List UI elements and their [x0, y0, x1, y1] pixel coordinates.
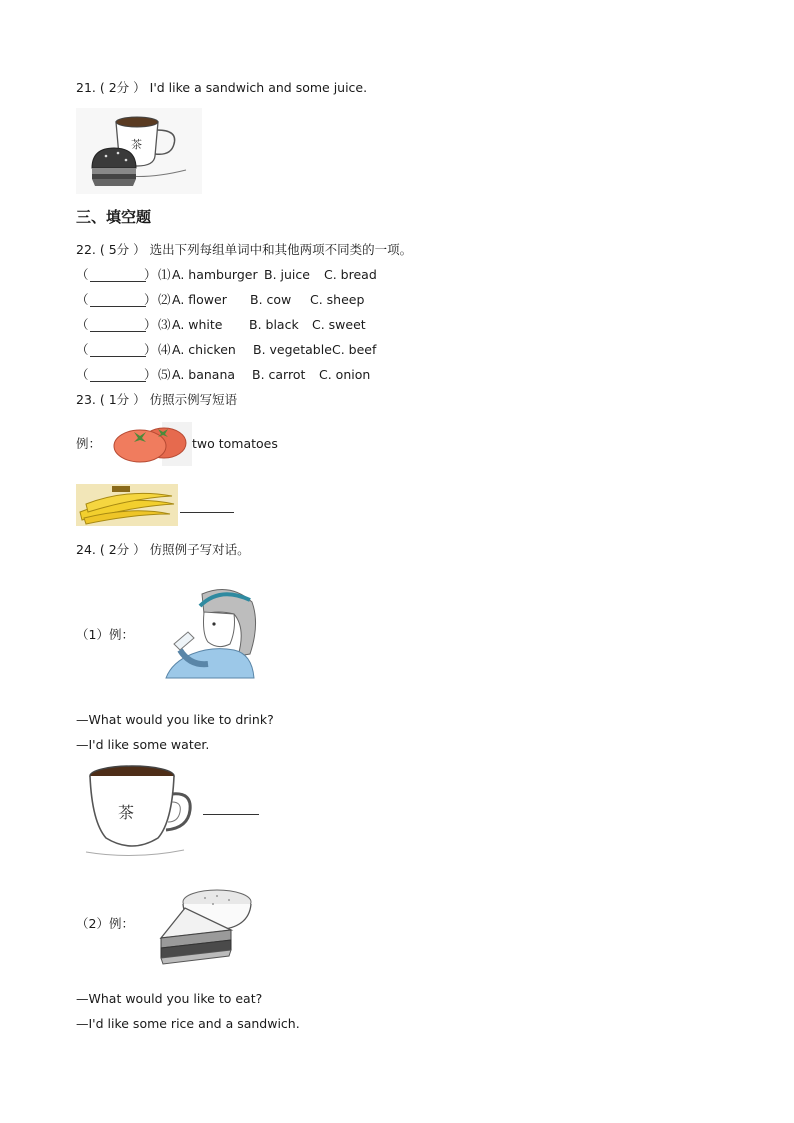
example-answer: two tomatoes: [192, 436, 278, 451]
item-number: ⑷: [158, 342, 171, 357]
question-instruction: 选出下列每组单词中和其他两项不同类的一项。: [149, 242, 413, 257]
item-number: ⑵: [158, 292, 171, 307]
item-number: ⑶: [158, 317, 171, 332]
girl-drinking-image: [160, 584, 260, 682]
question-number: 22.: [76, 242, 96, 257]
rice-and-sandwich-image: [155, 886, 255, 972]
tea-and-hamburger-image: [76, 108, 202, 194]
question-instruction: 仿照示例写短语: [149, 392, 238, 407]
cup-character: 茶: [118, 803, 135, 822]
example-label: 例：: [76, 436, 102, 451]
paren-open: （: [76, 267, 89, 282]
question-score: ( 1分 ）: [99, 392, 146, 407]
question-instruction: 仿照例子写对话。: [149, 542, 250, 557]
answer-blank[interactable]: [90, 317, 146, 332]
paren-open: （: [76, 342, 89, 357]
section-title: 三、填空题: [76, 208, 152, 226]
paren-open: （: [76, 317, 89, 332]
question-score: ( 5分 ）: [99, 242, 146, 257]
option-c: C. bread: [324, 267, 377, 282]
question-number: 24.: [76, 542, 96, 557]
answer-blank[interactable]: [90, 292, 146, 307]
tea-cup-image: [84, 762, 194, 858]
paren-close: ）: [144, 292, 157, 307]
part-label: （1）例：: [76, 627, 134, 642]
option-c: C. sheep: [310, 292, 365, 307]
question-text: I'd like a sandwich and some juice.: [149, 80, 368, 95]
item-number: ⑸: [158, 367, 171, 382]
paren-close: ）: [144, 367, 157, 382]
cup-character: 茶: [131, 138, 142, 151]
option-b: B. cow: [250, 292, 292, 307]
option-b: B. juice: [264, 267, 310, 282]
answer-blank[interactable]: [203, 802, 259, 815]
option-c: C. beef: [332, 342, 377, 357]
tomatoes-image: [110, 422, 192, 466]
answer-blank[interactable]: [180, 500, 234, 513]
q22-line: [76, 242, 412, 258]
dialog-answer: —I'd like some rice and a sandwich.: [76, 1016, 300, 1031]
q23-line: [76, 392, 237, 408]
option-a: A. white: [172, 317, 223, 332]
q21-line: [76, 80, 367, 96]
option-c: C. sweet: [312, 317, 366, 332]
answer-blank[interactable]: [90, 367, 146, 382]
option-a: A. flower: [172, 292, 227, 307]
paren-close: ）: [144, 267, 157, 282]
part-label: （2）例：: [76, 916, 134, 931]
question-number: 21.: [76, 80, 96, 95]
question-score: ( 2分 ）: [99, 542, 146, 557]
option-c: C. onion: [319, 367, 371, 382]
paren-close: ）: [144, 342, 157, 357]
dialog-answer: —I'd like some water.: [76, 737, 210, 752]
dialog-question: —What would you like to drink?: [76, 712, 274, 727]
answer-blank[interactable]: [90, 267, 146, 282]
q24-line: [76, 542, 250, 558]
option-a: A. banana: [172, 367, 236, 382]
option-b: B. vegetable: [253, 342, 332, 357]
bananas-image: [76, 484, 178, 526]
answer-blank[interactable]: [90, 342, 146, 357]
question-score: ( 2分 ）: [99, 80, 146, 95]
question-number: 23.: [76, 392, 96, 407]
paren-close: ）: [144, 317, 157, 332]
paren-open: （: [76, 292, 89, 307]
option-a: A. hamburger: [172, 267, 258, 282]
dialog-question: —What would you like to eat?: [76, 991, 263, 1006]
option-b: B. carrot: [252, 367, 306, 382]
option-a: A. chicken: [172, 342, 236, 357]
item-number: ⑴: [158, 267, 171, 282]
option-b: B. black: [249, 317, 299, 332]
paren-open: （: [76, 367, 89, 382]
